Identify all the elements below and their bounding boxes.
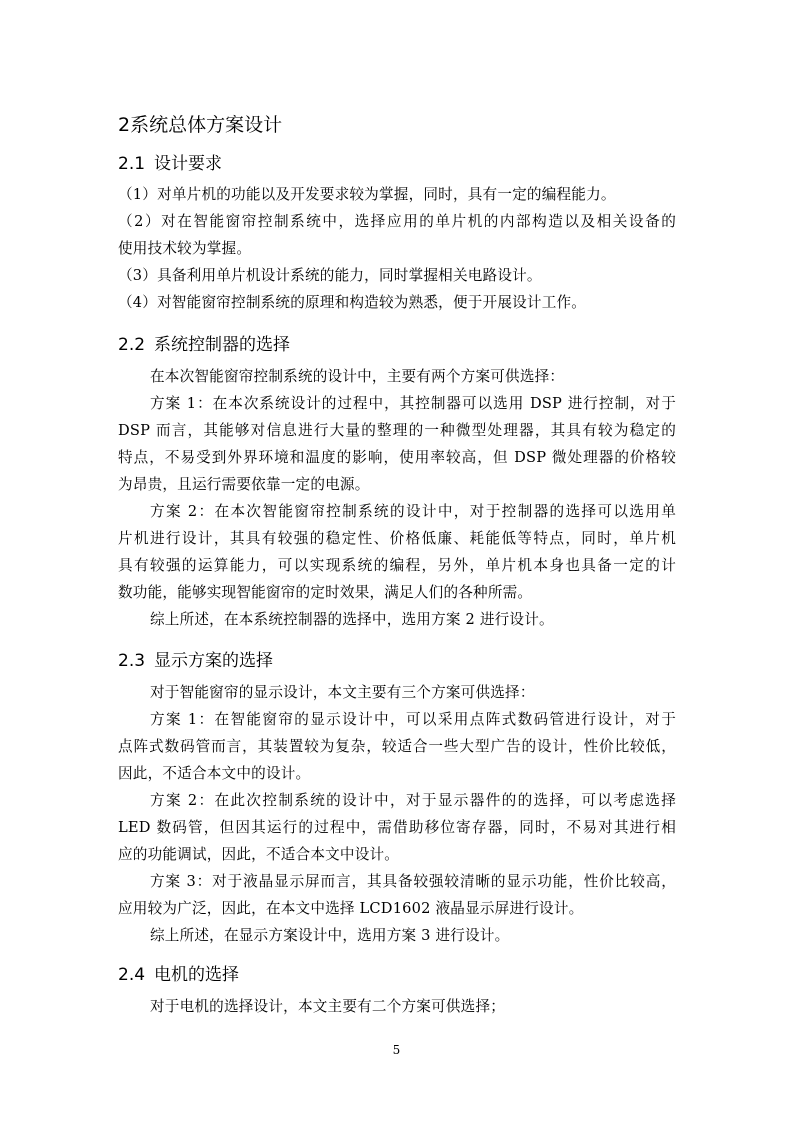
text-line: （4）对智能窗帘控制系统的原理和构造较为熟悉，便于开展设计工作。 (118, 294, 587, 311)
text-line: 特点，不易受到外界环境和温度的影响，使用率较高，但 DSP 微处理器的价格较 (118, 449, 676, 466)
text-line: 为昂贵，且运行需要依靠一定的电源。 (118, 476, 370, 493)
section-number: 2.1 (118, 154, 146, 174)
text-line: 方案 2：在此次控制系统的设计中，对于显示器件的的选择，可以考虑选择 (150, 792, 676, 809)
text-line: 综上所述，在显示方案设计中，选用方案 3 进行设计。 (150, 927, 510, 944)
section-title: 设计要求 (154, 154, 223, 174)
text-line: LED 数码管，但因其运行的过程中，需借助移位寄存器，同时，不易对其进行相 (118, 819, 676, 836)
text-line: 使用技术较为掌握。 (118, 240, 252, 257)
text-line: 方案 2：在本次智能窗帘控制系统的设计中，对于控制器的选择可以选用单 (150, 503, 676, 520)
section-number: 2.4 (118, 965, 146, 985)
text-line: 数功能，能够实现智能窗帘的定时效果，满足人们的各种所需。 (118, 584, 533, 601)
section-heading-2-1 (118, 149, 222, 174)
section-number: 2.3 (118, 651, 146, 671)
text-line: 方案 1：在智能窗帘的显示设计中，可以采用点阵式数码管进行设计，对于 (150, 711, 676, 728)
text-line: 方案 1：在本次系统设计的过程中，其控制器可以选用 DSP 进行控制，对于 (150, 395, 676, 412)
text-line: （1）对单片机的功能以及开发要求较为掌握，同时，具有一定的编程能力。 (118, 186, 616, 203)
text-line: 应用较为广泛，因此，在本文中选择 LCD1602 液晶显示屏进行设计。 (118, 900, 584, 917)
text-line: 具有较强的运算能力，可以实现系统的编程，另外，单片机本身也具备一定的计 (118, 557, 676, 574)
section-heading-2-4 (118, 960, 239, 985)
text-line: （2）对在智能窗帘控制系统中，选择应用的单片机的内部构造以及相关设备的 (118, 213, 676, 230)
text-line: 片机进行设计，其具有较强的稳定性、价格低廉、耗能低等特点，同时，单片机 (118, 530, 676, 547)
page-number: 5 (392, 1043, 401, 1057)
text-line: 在本次智能窗帘控制系统的设计中，主要有两个方案可供选择： (150, 368, 565, 385)
section-title: 电机的选择 (154, 965, 240, 985)
section-title: 系统控制器的选择 (154, 335, 291, 355)
text-line: DSP 而言，其能够对信息进行大量的整理的一种微型处理器，其具有较为稳定的 (118, 422, 676, 439)
text-line: 综上所述，在本系统控制器的选择中，选用方案 2 进行设计。 (150, 611, 554, 628)
section-title: 显示方案的选择 (154, 651, 274, 671)
section-heading-2-2 (118, 330, 290, 355)
text-line: 因此，不适合本文中的设计。 (118, 765, 311, 782)
section-heading-2-3 (118, 646, 273, 671)
text-line: （3）具备利用单片机设计系统的能力，同时掌握相关电路设计。 (118, 267, 542, 284)
text-line: 对于电机的选择设计，本文主要有二个方案可供选择； (150, 998, 506, 1015)
text-line: 应的功能调试，因此，不适合本文中设计。 (118, 846, 400, 863)
text-line: 对于智能窗帘的显示设计，本文主要有三个方案可供选择： (150, 684, 535, 701)
text-line: 点阵式数码管而言，其装置较为复杂，较适合一些大型广告的设计，性价比较低， (118, 738, 676, 755)
section-number: 2.2 (118, 335, 146, 355)
text-line: 方案 3：对于液晶显示屏而言，其具备较强较清晰的显示功能，性价比较高， (150, 873, 676, 890)
chapter-title: 2系统总体方案设计 (118, 114, 283, 136)
